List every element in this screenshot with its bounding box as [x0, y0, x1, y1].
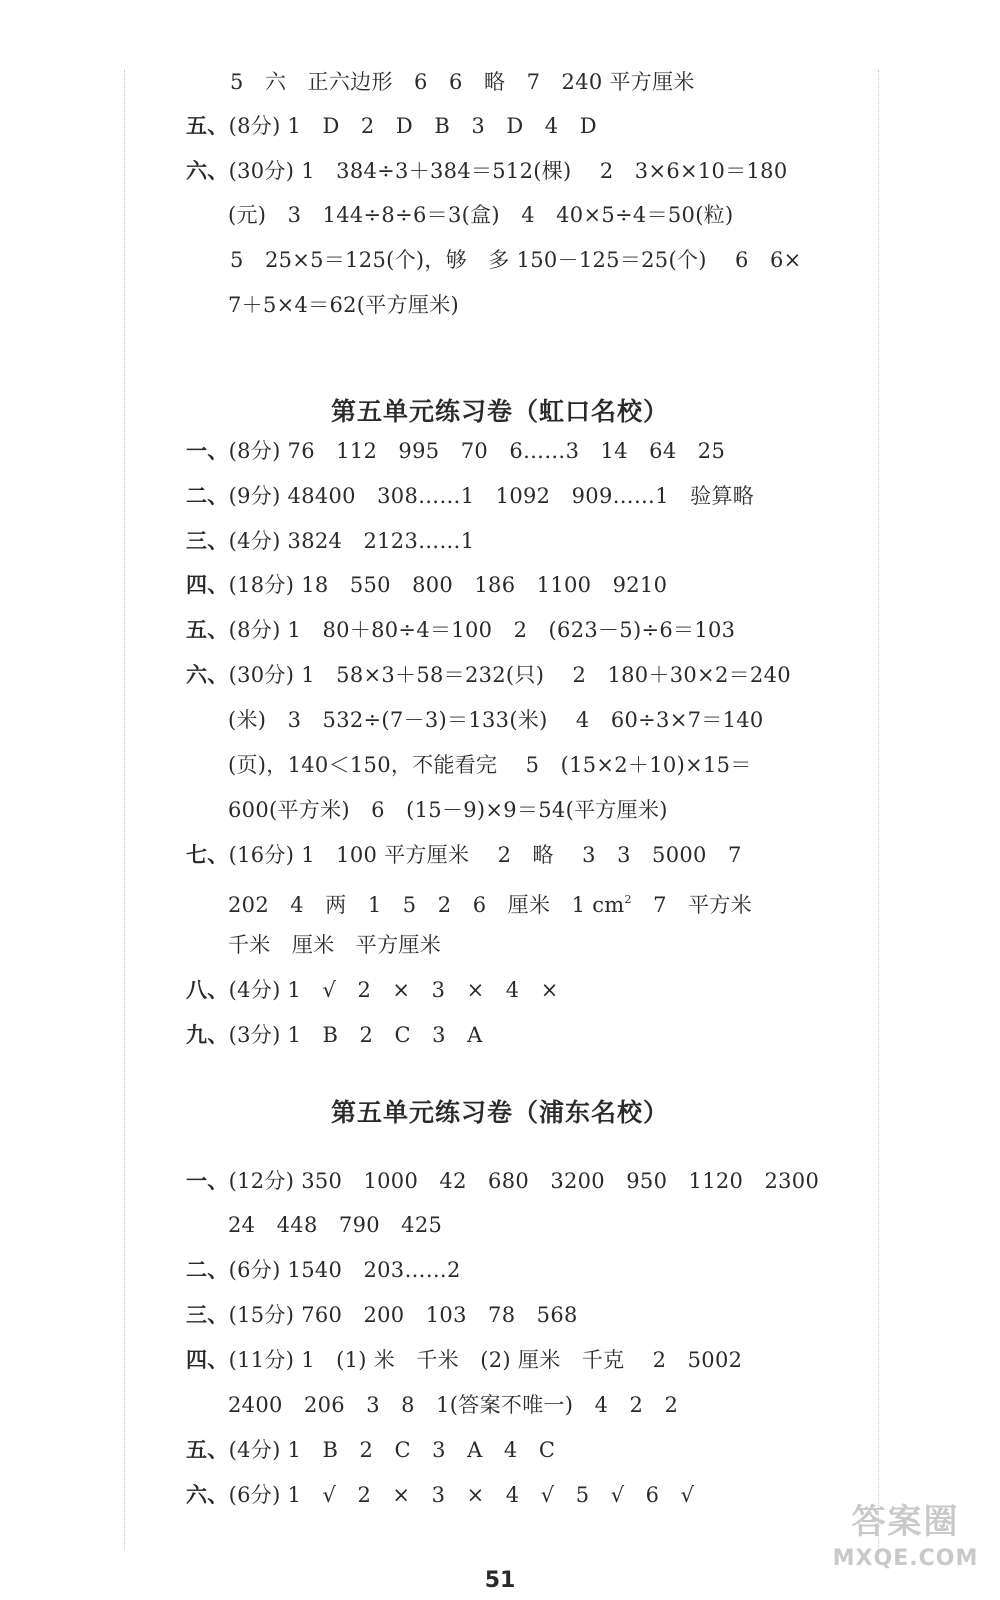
- answer-line: [186, 112, 597, 140]
- question-number: 四、: [186, 573, 229, 597]
- answer-text: (30分) 1 58×3＋58＝232(只) 2 180＋30×2＝240: [228, 663, 791, 687]
- answer-line: [186, 976, 559, 1004]
- question-number: 六、: [186, 1483, 229, 1507]
- answer-text: (8分) 1 80＋80÷4＝100 2 (623－5)÷6＝103: [228, 618, 736, 642]
- answer-text: (3分) 1 B 2 C 3 A: [228, 1023, 483, 1047]
- question-number: 五、: [186, 1438, 229, 1462]
- page-number: 51: [484, 1568, 516, 1593]
- answer-line: 5 六 正六边形 6 6 略 7 240 平方厘米: [230, 70, 695, 94]
- question-number: 六、: [186, 663, 229, 687]
- answer-text: (4分) 1 B 2 C 3 A 4 C: [228, 1438, 556, 1462]
- answer-text: (16分) 1 100 平方厘米 2 略 3 3 5000 7: [228, 843, 742, 867]
- answer-line: [186, 1256, 461, 1284]
- answer-text: (4分) 3824 2123……1: [228, 529, 475, 553]
- answer-text: 7 平方米: [631, 893, 752, 917]
- section-title: 第五单元练习卷（虹口名校）: [330, 397, 669, 426]
- answer-line: [186, 1021, 483, 1049]
- answer-line: 600(平方米) 6 (15－9)×9＝54(平方厘米): [228, 798, 668, 822]
- answer-text: (6分) 1540 203……2: [228, 1258, 461, 1282]
- answer-line: [186, 1167, 819, 1195]
- answer-line: [186, 661, 791, 689]
- question-number: 三、: [186, 1303, 229, 1327]
- answer-line: [186, 841, 742, 869]
- answer-line: [186, 1436, 555, 1464]
- right-margin-rule: [878, 70, 879, 1550]
- question-number: 五、: [186, 618, 229, 642]
- question-number: 二、: [186, 1258, 229, 1282]
- answer-line: 千米 厘米 平方厘米: [228, 933, 441, 957]
- left-margin-rule: [124, 70, 125, 1550]
- answer-line: [186, 1346, 742, 1374]
- question-number: 三、: [186, 529, 229, 553]
- watermark-title: 答案圈: [851, 1502, 960, 1542]
- answer-line: [186, 437, 725, 465]
- question-number: 二、: [186, 484, 229, 508]
- answer-line: [186, 616, 735, 644]
- answer-text: (6分) 1 √ 2 × 3 × 4 √ 5 √ 6 √: [228, 1483, 695, 1507]
- answer-line: [228, 886, 752, 919]
- answer-line: 24 448 790 425: [228, 1213, 443, 1237]
- question-number: 八、: [186, 978, 229, 1002]
- answer-text: (4分) 1 √ 2 × 3 × 4 ×: [228, 978, 559, 1002]
- answer-text: (8分) 1 D 2 D B 3 D 4 D: [228, 114, 597, 138]
- answer-line: (页)，140＜150，不能看完 5 (15×2＋10)×15＝: [228, 753, 752, 777]
- answer-line: 7＋5×4＝62(平方厘米): [228, 293, 459, 317]
- question-number: 五、: [186, 114, 229, 138]
- answer-line: 5 25×5＝125(个)，够 多 150－125＝25(个) 6 6×: [230, 248, 802, 272]
- answer-text: (8分) 76 112 995 70 6……3 14 64 25: [228, 439, 726, 463]
- answer-line: (米) 3 532÷(7－3)＝133(米) 4 60÷3×7＝140: [228, 708, 764, 732]
- answer-line: [186, 527, 474, 555]
- answer-text: 202 4 两 1 5 2 6 厘米 1 cm: [228, 893, 625, 917]
- answer-text: (11分) 1 (1) 米 千米 (2) 厘米 千克 2 5002: [228, 1348, 743, 1372]
- answer-text: (15分) 760 200 103 78 568: [228, 1303, 578, 1327]
- watermark-url: MXQE.COM: [832, 1546, 979, 1571]
- answer-text: (30分) 1 384÷3＋384＝512(棵) 2 3×6×10＝180: [228, 159, 788, 183]
- answer-line: [186, 482, 754, 510]
- superscript: 2: [624, 893, 632, 906]
- question-number: 九、: [186, 1023, 229, 1047]
- answer-text: (9分) 48400 308……1 1092 909……1 验算略: [228, 484, 755, 508]
- question-number: 一、: [186, 439, 229, 463]
- question-number: 一、: [186, 1169, 229, 1193]
- answer-line: (元) 3 144÷8÷6＝3(盒) 4 40×5÷4＝50(粒): [228, 203, 734, 227]
- answer-line: [186, 157, 788, 185]
- question-number: 四、: [186, 1348, 229, 1372]
- answer-text: (12分) 350 1000 42 680 3200 950 1120 2300: [228, 1169, 820, 1193]
- answer-line: [186, 571, 667, 599]
- section-title: 第五单元练习卷（浦东名校）: [330, 1098, 669, 1127]
- question-number: 六、: [186, 159, 229, 183]
- answer-text: (18分) 18 550 800 186 1100 9210: [228, 573, 668, 597]
- answer-line: [186, 1481, 694, 1509]
- answer-line: 2400 206 3 8 1(答案不唯一) 4 2 2: [228, 1393, 679, 1417]
- question-number: 七、: [186, 843, 229, 867]
- answer-line: [186, 1301, 578, 1329]
